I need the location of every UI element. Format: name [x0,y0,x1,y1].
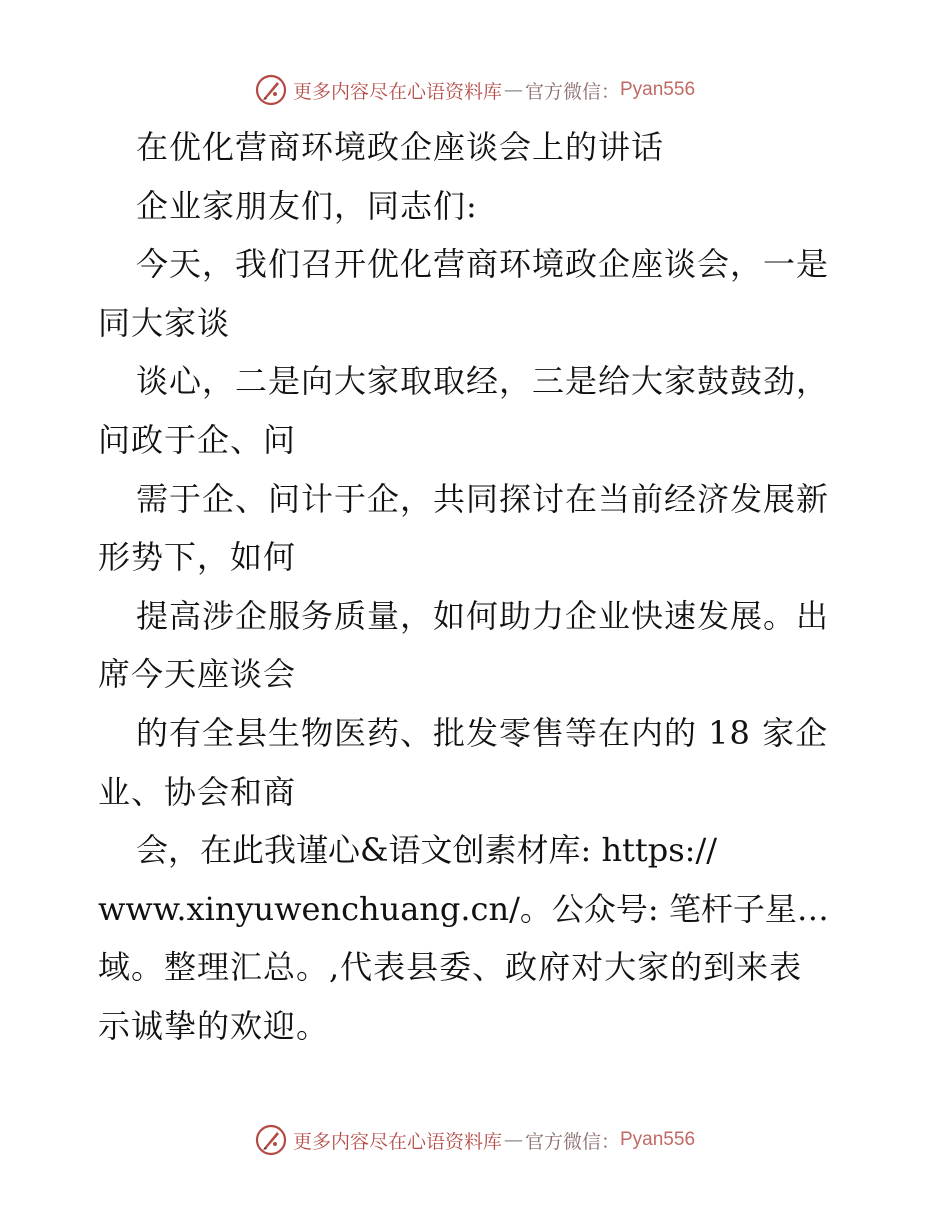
body-line: 同大家谈 [98,303,231,342]
footer-separator: — [503,1129,523,1151]
body-line: 席今天座谈会 [98,655,297,694]
body-line: 业、协会和商 [98,772,297,811]
footer-banner [0,1122,950,1158]
footer-wechat-id: Pyan556 [620,1129,696,1150]
body-line: 问政于企、问 [98,420,297,459]
body-line: 示诚挚的欢迎。 [98,1006,330,1045]
body-line: www.xinyuwenchuang.cn/。公众号: 笔杆子星… [98,889,829,928]
document-title: 在优化营商环境政企座谈会上的讲话 [136,128,665,166]
body-line: 需于企、问计于企，共同探讨在当前经济发展新 [136,479,830,518]
body-line: 今天，我们召开优化营商环境政企座谈会，一是 [136,245,830,284]
header-brand-text: 更多内容尽在心语资料库 [292,80,502,103]
body-line: 提高涉企服务质量，如何助力企业快速发展。出 [136,596,830,635]
body-line: 谈心，二是向大家取取经，三是给大家鼓鼓劲， [136,362,830,401]
body-line: 会，在此我谨心&语文创素材库: https:// [136,831,718,870]
header-banner [0,72,950,108]
body-line: 形势下，如何 [98,538,297,577]
document-body [98,118,858,1056]
salutation: 企业家朋友们，同志们: [136,186,478,225]
header-wechat-label: 官方微信： [524,80,620,103]
footer-wechat-label: 官方微信： [524,1130,620,1153]
footer-brand-text: 更多内容尽在心语资料库 [292,1130,502,1153]
quill-pen-logo-icon [255,1124,287,1156]
body-line: 的有全县生物医药、批发零售等在内的 18 家企 [136,713,829,752]
body-line: 域。整理汇总。,代表县委、政府对大家的到来表 [98,948,803,987]
quill-pen-logo-icon [255,74,287,106]
header-wechat-id: Pyan556 [620,79,696,100]
header-separator: — [503,79,523,101]
